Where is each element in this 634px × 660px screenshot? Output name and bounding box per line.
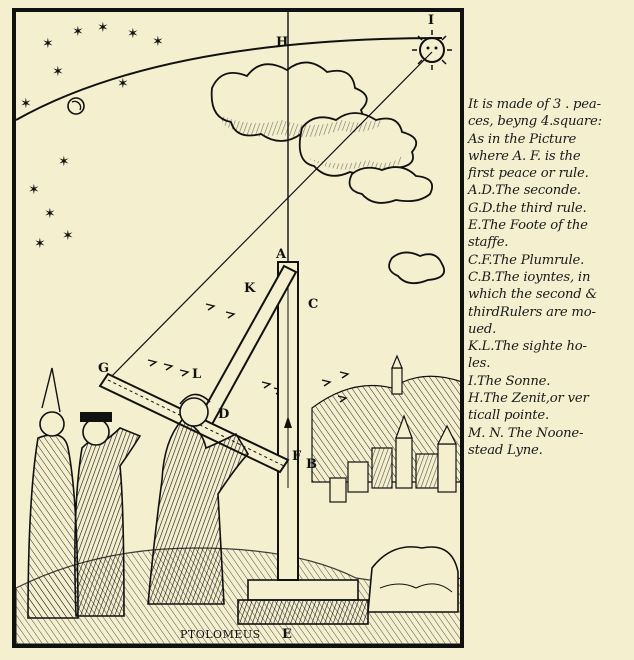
svg-text:✶: ✶ xyxy=(34,236,46,252)
letter-e: E xyxy=(282,627,292,642)
caption-line: H.The Zenit,or ver xyxy=(468,391,589,407)
caption-line: I.The Sonne. xyxy=(468,373,551,389)
letter-c: C xyxy=(308,297,319,312)
figure-name-label: PTOLOMEUS xyxy=(180,628,261,641)
caption-line: C.F.The Plumrule. xyxy=(468,252,585,268)
caption-line: les. xyxy=(468,356,491,372)
caption-line: It is made of 3 . pea- xyxy=(468,97,601,112)
letter-f: F xyxy=(292,449,302,464)
svg-text:✶: ✶ xyxy=(72,24,84,40)
caption-line: first peace or rule. xyxy=(468,166,589,182)
caption-line: staffe. xyxy=(468,235,509,251)
svg-text:✶: ✶ xyxy=(52,64,64,80)
caption-line: E.The Foote of the xyxy=(468,218,588,234)
caption-line: which the second & xyxy=(468,287,598,303)
svg-text:✶: ✶ xyxy=(97,20,109,36)
caption-line: ces, beyng 4.square: xyxy=(468,114,602,130)
caption-text xyxy=(468,96,632,459)
staff-base xyxy=(238,580,368,624)
letter-i: I xyxy=(428,13,435,28)
svg-text:✶: ✶ xyxy=(152,34,164,50)
svg-text:✶: ✶ xyxy=(28,182,40,198)
caption-line: As in the Picture xyxy=(468,131,577,147)
letter-g: G xyxy=(98,361,110,376)
letter-d: D xyxy=(218,407,230,422)
letter-l: L xyxy=(192,367,202,382)
letter-k: K xyxy=(244,281,256,296)
caption-line: C.B.The ioyntes, in xyxy=(468,269,591,285)
caption-line: K.L.The sighte ho- xyxy=(468,339,587,355)
caption-line: ued. xyxy=(468,321,497,337)
caption-line: A.D.The seconde. xyxy=(468,183,581,199)
svg-text:✶: ✶ xyxy=(20,96,32,112)
svg-text:✶: ✶ xyxy=(127,26,139,42)
svg-text:✶: ✶ xyxy=(117,76,129,92)
caption-line: stead Lyne. xyxy=(468,442,543,458)
svg-text:✶: ✶ xyxy=(44,206,56,222)
letter-h: H xyxy=(276,35,289,50)
letter-b: B xyxy=(306,457,317,472)
svg-text:✶: ✶ xyxy=(62,228,74,244)
caption-line: where A. F. is the xyxy=(468,148,581,164)
letter-a: A xyxy=(276,247,287,262)
caption-line: M. N. The Noone- xyxy=(468,425,584,441)
caption-line: thirdRulers are mo- xyxy=(468,304,596,320)
woodcut-illustration xyxy=(12,8,464,648)
svg-text:✶: ✶ xyxy=(42,36,54,52)
caption-line: G.D.the third rule. xyxy=(468,200,587,216)
caption-line: ticall pointe. xyxy=(468,408,549,424)
svg-text:✶: ✶ xyxy=(58,154,70,170)
